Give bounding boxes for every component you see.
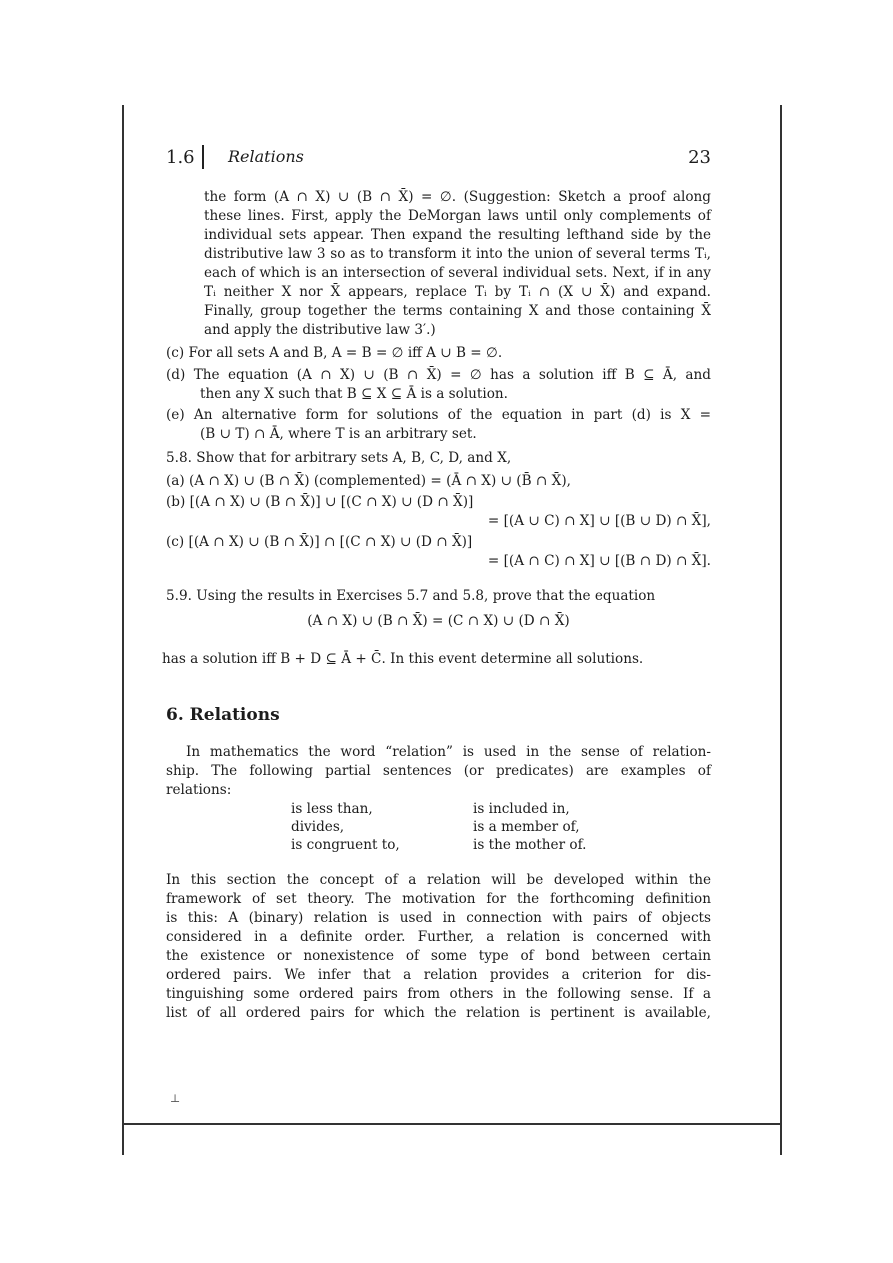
example-item: is a member of, bbox=[473, 819, 580, 835]
text-line: the existence or nonexistence of some type of bond between certain bbox=[166, 948, 711, 964]
header-divider bbox=[202, 145, 204, 169]
text-line: Tᵢ neither X nor X̄ appears, replace Tᵢ by Tᵢ ∩ (X ∪ X̄) and expand. bbox=[204, 284, 711, 300]
running-header bbox=[166, 147, 711, 173]
display-equation: (A ∩ X) ∪ (B ∩ X̄) = (C ∩ X) ∪ (D ∩ X̄) bbox=[307, 613, 570, 629]
exercise-part-c bbox=[166, 344, 711, 363]
exercise-5-9 bbox=[166, 587, 711, 631]
exercise-5-8-a: (a) (A ∩ X) ∪ (B ∩ X̄) (complemented) = (Ā ∩ X) ∪ (B̄ ∩ X̄), bbox=[166, 473, 571, 489]
exercise-5-8-c: (c) [(A ∩ X) ∪ (B ∩ X̄)] ∩ [(C ∩ X) ∪ (D ∩ X̄)] bbox=[166, 534, 473, 550]
example-item: is less than, bbox=[291, 801, 373, 817]
exercise-5-8-c-continued: = [(A ∩ C) ∩ X] ∪ [(B ∩ D) ∩ X̄]. bbox=[487, 553, 711, 569]
text-line: In this section the concept of a relation will be developed within the bbox=[166, 872, 711, 888]
exercise-part-e bbox=[166, 406, 711, 444]
text-line: In mathematics the word “relation” is used in the sense of relation- bbox=[186, 744, 711, 760]
text-line: the form (A ∩ X) ∪ (B ∩ X̄) = ∅. (Suggestion: Sketch a proof along bbox=[204, 189, 711, 205]
example-item: is congruent to, bbox=[291, 837, 400, 853]
text-line: considered in a definite order. Further, a relation is concerned with bbox=[166, 929, 711, 945]
text-line: (d) The equation (A ∩ X) ∪ (B ∩ X̄) = ∅ has a solution iff B ⊆ Ā, and bbox=[166, 367, 711, 383]
section-heading: 6. Relations bbox=[166, 705, 280, 725]
text-line: list of all ordered pairs for which the relation is pertinent is available, bbox=[166, 1005, 711, 1021]
example-item: divides, bbox=[291, 819, 345, 835]
text-line: relations: bbox=[166, 782, 232, 798]
text-line: and apply the distributive law 3′.) bbox=[204, 322, 436, 338]
text-line: Finally, group together the terms containing X and those containing X̄ bbox=[204, 303, 711, 319]
text-line: then any X such that B ⊆ X ⊆ Ā is a solution. bbox=[200, 386, 508, 402]
example-item: is included in, bbox=[473, 801, 570, 817]
exercise-5-8-b-continued: = [(A ∪ C) ∩ X] ∪ [(B ∪ D) ∩ X̄], bbox=[487, 513, 711, 529]
exercise-5-8 bbox=[166, 449, 711, 571]
right-page-border bbox=[780, 105, 782, 1155]
continuation-paragraph bbox=[204, 188, 711, 340]
text-line: ship. The following partial sentences (or predicates) are examples of bbox=[166, 763, 711, 779]
section-number: 1.6 bbox=[166, 147, 195, 168]
scan-artifact: ⊥ bbox=[170, 1092, 181, 1105]
text-line: has a solution iff B + D ⊆ Ā + C̄. In this event determine all solutions. bbox=[162, 651, 644, 667]
examples-right-column bbox=[473, 800, 586, 854]
exercise-5-8-b: (b) [(A ∩ X) ∪ (B ∩ X̄)] ∪ [(C ∩ X) ∪ (D ∩ X̄)] bbox=[166, 494, 474, 510]
text-line: framework of set theory. The motivation for the forthcoming definition bbox=[166, 891, 711, 907]
running-title: Relations bbox=[228, 147, 304, 166]
examples-left-column bbox=[291, 800, 400, 854]
text-line: (c) For all sets A and B, A = B = ∅ iff A ∪ B = ∅. bbox=[166, 345, 503, 361]
text-line: is this: A (binary) relation is used in connection with pairs of objects bbox=[166, 910, 711, 926]
text-line: distributive law 3 so as to transform it into the union of several terms Tᵢ, bbox=[204, 246, 711, 262]
text-line: ordered pairs. We infer that a relation provides a criterion for dis- bbox=[166, 967, 711, 983]
text-line: tinguishing some ordered pairs from others in the following sense. If a bbox=[166, 986, 711, 1002]
exercise-intro: 5.9. Using the results in Exercises 5.7 and 5.8, prove that the equation bbox=[166, 588, 656, 604]
exercise-intro: 5.8. Show that for arbitrary sets A, B, C, D, and X, bbox=[166, 450, 512, 466]
text-line: (B ∪ T) ∩ Ā, where T is an arbitrary set. bbox=[200, 426, 477, 442]
left-page-border bbox=[122, 105, 124, 1155]
text-line: these lines. First, apply the DeMorgan laws until only complements of bbox=[204, 208, 711, 224]
text-line: (e) An alternative form for solutions of the equation in part (d) is X = bbox=[166, 407, 711, 423]
body-paragraph bbox=[166, 871, 711, 1023]
page-number: 23 bbox=[688, 147, 711, 168]
example-item: is the mother of. bbox=[473, 837, 587, 853]
text-line: individual sets appear. Then expand the resulting lefthand side by the bbox=[204, 227, 711, 243]
bottom-page-border bbox=[122, 1123, 782, 1125]
exercise-5-9-tail bbox=[162, 650, 707, 669]
exercise-part-d bbox=[166, 366, 711, 404]
intro-paragraph bbox=[166, 743, 711, 800]
text-line: each of which is an intersection of several individual sets. Next, if in any bbox=[204, 265, 711, 281]
